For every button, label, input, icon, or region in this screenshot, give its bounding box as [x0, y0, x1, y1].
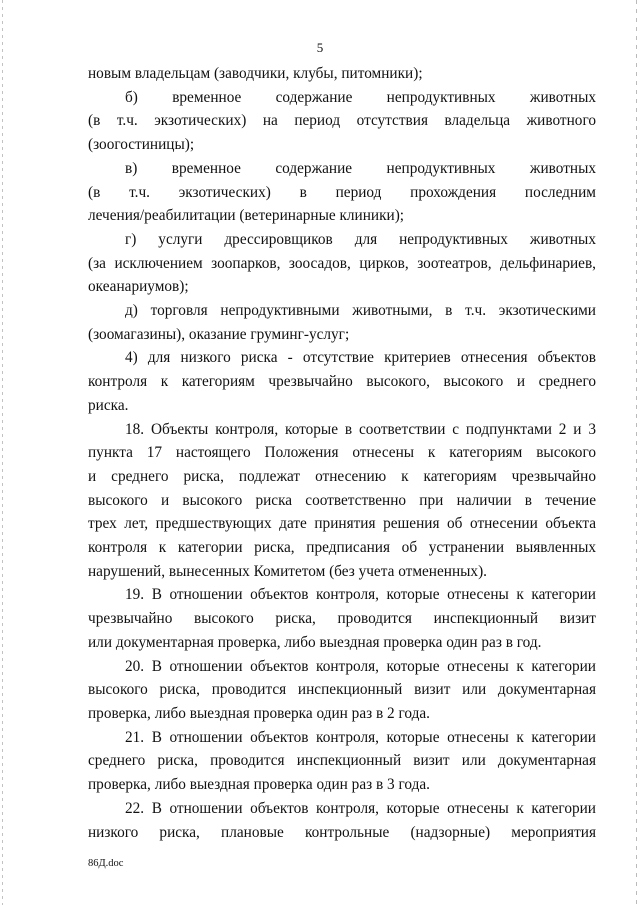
scan-edge-left — [2, 0, 3, 905]
text-line: д) торговля непродуктивными животными, в т.ч. экзотическими — [125, 302, 596, 320]
text-line: высокого и высокого риска соответственно при наличии в течение — [88, 491, 596, 509]
text-line: 4) для низкого риска - отсутствие критериев отнесения объектов — [125, 349, 596, 367]
text-line: проверка, либо выездная проверка один раз в 2 года. — [88, 704, 431, 722]
text-line: контроля к категориям чрезвычайно высокого, высокого и среднего — [88, 373, 596, 391]
text-line: б) временное содержание непродуктивных животных — [125, 88, 596, 106]
text-line: (за исключением зоопарков, зоосадов, цирков, зоотеатров, дельфинариев, — [88, 254, 596, 272]
text-line: (в т.ч. экзотических) на период отсутствия владельца животного — [88, 112, 596, 130]
text-line: низкого риска, плановые контрольные (надзорные) мероприятия — [88, 823, 596, 841]
text-line: риска. — [88, 396, 129, 414]
text-line: (зоомагазины), оказание груминг-услуг; — [88, 325, 350, 343]
text-line: 18. Объекты контроля, которые в соответствии с подпунктами 2 и 3 — [125, 420, 596, 438]
scan-edge-right — [636, 0, 637, 905]
text-line: или документарная проверка, либо выездная проверка один раз в год. — [88, 633, 542, 651]
text-line: и среднего риска, подлежат отнесению к категориям чрезвычайно — [88, 467, 596, 485]
text-line: лечения/реабилитации (ветеринарные клиники); — [88, 207, 405, 225]
text-line: высокого риска, проводится инспекционный визит или документарная — [88, 681, 596, 699]
text-line: г) услуги дрессировщиков для непродуктивных животных — [125, 230, 596, 248]
text-line: пункта 17 настоящего Положения отнесены к категориям высокого — [88, 444, 596, 462]
body-text — [88, 62, 596, 844]
footer-filename: 86Д.doc — [88, 858, 124, 869]
text-line: новым владельцам (заводчики, клубы, питомники); — [88, 65, 423, 82]
text-line: 22. В отношении объектов контроля, которые отнесены к категории — [125, 799, 596, 817]
text-line: нарушений, вынесенных Комитетом (без учета отмененных). — [88, 562, 488, 580]
text-line: в) временное содержание непродуктивных животных — [125, 159, 596, 177]
text-line: океанариумов); — [88, 278, 189, 296]
text-line: трех лет, предшествующих дате принятия решения об отнесении объекта — [88, 515, 596, 533]
text-line: 19. В отношении объектов контроля, которые отнесены к категории — [125, 586, 596, 604]
text-line: (в т.ч. экзотических) в период прохождения последним — [88, 183, 596, 201]
text-line: чрезвычайно высокого риска, проводится инспекционный визит — [88, 610, 596, 628]
text-line: среднего риска, проводится инспекционный визит или документарная — [88, 752, 596, 770]
page-number: 5 — [316, 40, 324, 55]
text-line: проверка, либо выездная проверка один раз в 3 года. — [88, 776, 431, 794]
text-line: 20. В отношении объектов контроля, которые отнесены к категории — [125, 657, 596, 675]
text-line: контроля к категории риска, предписания об устранении выявленных — [88, 539, 596, 557]
text-line: 21. В отношении объектов контроля, которые отнесены к категории — [125, 728, 596, 746]
text-line: (зоогостиницы); — [88, 136, 195, 154]
